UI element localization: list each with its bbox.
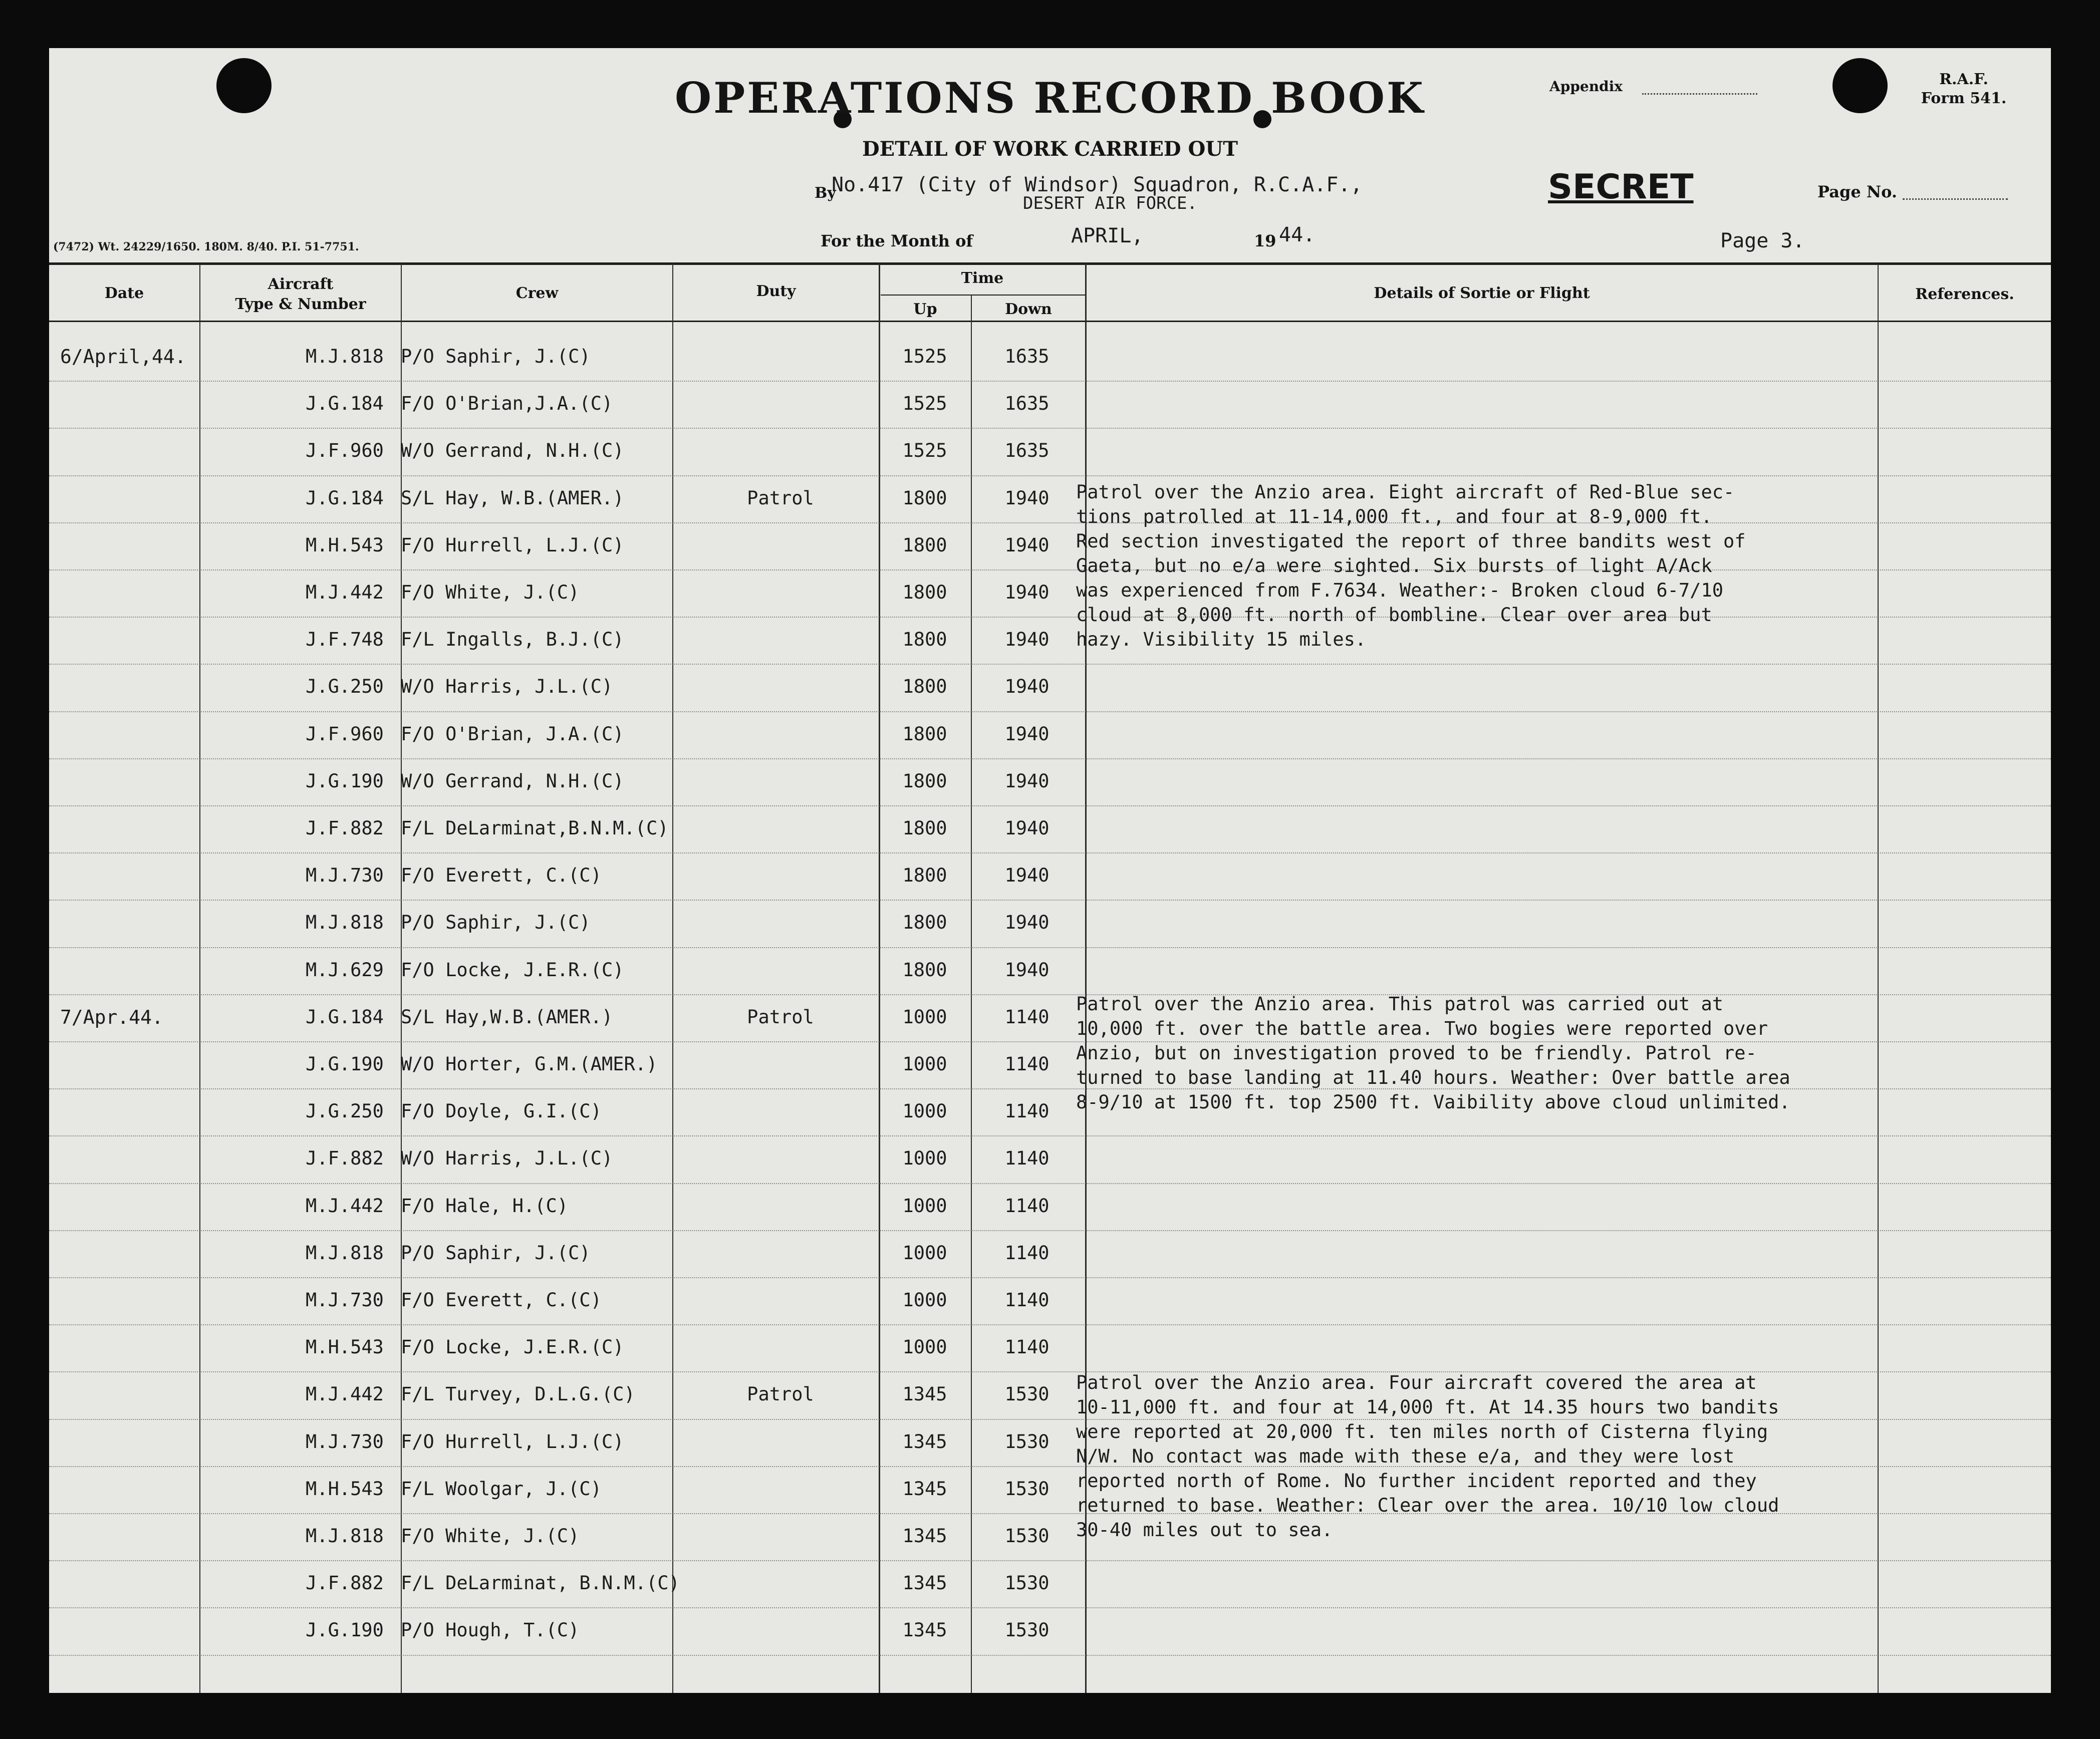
time-up-cell: 1345 [902,1525,947,1547]
col-header-aircraft-line2: Type & Number [235,296,366,313]
time-up-cell: 1345 [902,1619,947,1641]
time-down-cell: 1530 [1004,1478,1049,1500]
crew-cell: F/L Woolgar, J.(C) [401,1478,602,1500]
crew-cell: W/O Harris, J.L.(C) [401,676,613,698]
sortie-details-7-april-morning: Patrol over the Anzio area. This patrol was carried out at 10,000 ft. over the battle area. Two bogies were reported over Anzio, but on investigation proved to be friendly. Patrol re- turned to base landing at 11.40 hours. Weather: Over battle area 8-9/10 at 1500 ft. top 2500 ft. Vaibility above cloud unlimited. [1076,993,1790,1113]
time-up-cell: 1525 [902,393,947,415]
row-rule [49,664,2051,665]
time-up-cell: 1525 [902,440,947,462]
appendix-label: Appendix [1549,78,1623,95]
row-rule [49,1183,2051,1184]
crew-cell: W/O Gerrand, N.H.(C) [401,770,624,792]
page-number: Page 3. [1720,229,1805,252]
time-down-cell: 1140 [1004,1289,1049,1311]
time-down-cell: 1635 [1004,393,1049,415]
row-rule [49,475,2051,476]
time-up-cell: 1800 [902,676,947,698]
page-no-blank [1903,198,2008,200]
time-down-cell: 1940 [1004,582,1049,603]
crew-cell: F/O Hurrell, L.J.(C) [401,1430,624,1453]
crew-cell: F/O O'Brian,J.A.(C) [401,393,613,415]
time-down-cell: 1530 [1004,1383,1049,1405]
time-up-cell: 1000 [902,1053,947,1075]
time-up-cell: 1000 [902,1100,947,1122]
time-down-cell: 1940 [1004,487,1049,509]
table-top-rule [49,262,2051,265]
row-rule [49,1560,2051,1561]
row-rule [49,805,2051,806]
time-down-cell: 1940 [1004,959,1049,981]
by-label: By [815,184,836,202]
time-header-rule [881,295,1085,296]
time-down-cell: 1530 [1004,1619,1049,1641]
time-down-cell: 1635 [1004,346,1049,367]
aircraft-cell: M.H.543 [306,1336,384,1358]
time-up-cell: 1345 [902,1383,947,1405]
time-down-cell: 1940 [1004,723,1049,745]
crew-cell: F/L DeLarminat,B.N.M.(C) [401,817,669,839]
crew-cell: F/O Locke, J.E.R.(C) [401,959,624,981]
time-up-cell: 1000 [902,1289,947,1311]
crew-cell: F/O Everett, C.(C) [401,1289,602,1311]
aircraft-cell: M.J.730 [306,1430,384,1453]
time-down-cell: 1530 [1004,1430,1049,1453]
col-header-duty: Duty [756,282,796,300]
row-rule [49,1277,2051,1278]
page-subtitle: DETAIL OF WORK CARRIED OUT [862,137,1238,161]
duty-cell: Patrol [747,1006,814,1028]
year-value: 44. [1279,223,1316,246]
aircraft-cell: M.H.543 [306,534,384,556]
time-up-cell: 1800 [902,959,947,981]
time-down-cell: 1140 [1004,1195,1049,1217]
aircraft-cell: M.J.442 [306,1383,384,1405]
row-rule [49,1607,2051,1608]
time-down-cell: 1940 [1004,676,1049,698]
time-down-cell: 1940 [1004,770,1049,792]
aircraft-cell: M.J.442 [306,582,384,603]
aircraft-cell: M.J.442 [306,1195,384,1217]
crew-cell: F/L DeLarminat, B.N.M.(C) [401,1572,680,1594]
aircraft-cell: J.G.184 [306,487,384,509]
row-rule [49,1324,2051,1325]
month-label: For the Month of [821,231,973,250]
time-down-cell: 1940 [1004,817,1049,839]
row-rule [49,1135,2051,1136]
row-rule [49,617,2051,618]
time-up-cell: 1345 [902,1430,947,1453]
time-down-cell: 1140 [1004,1242,1049,1264]
crew-cell: P/O Saphir, J.(C) [401,1242,591,1264]
crew-cell: F/O White, J.(C) [401,582,580,603]
col-header-references: References. [1915,285,2014,303]
time-down-cell: 1140 [1004,1100,1049,1122]
classification-stamp: SECRET [1548,167,1694,207]
page-title: OPERATIONS RECORD BOOK [674,73,1426,123]
aircraft-cell: M.J.818 [306,1525,384,1547]
time-down-cell: 1140 [1004,1053,1049,1075]
aircraft-cell: M.J.629 [306,959,384,981]
print-reference: (7472) Wt. 24229/1650. 180M. 8/40. P.I. 51-7751. [53,240,359,253]
time-up-cell: 1800 [902,582,947,603]
aircraft-cell: J.F.882 [306,1147,384,1170]
crew-cell: P/O Hough, T.(C) [401,1619,580,1641]
aircraft-cell: J.F.882 [306,1572,384,1594]
time-up-cell: 1525 [902,346,947,367]
crew-cell: F/L Turvey, D.L.G.(C) [401,1383,635,1405]
month-value: APRIL, [1071,224,1144,247]
sortie-details-7-april-afternoon: Patrol over the Anzio area. Four aircraft covered the area at 10-11,000 ft. and four at 14,000 ft. At 14.35 hours two bandits were reported at 20,000 ft. ten miles north of Cisterna flying N/W. No contact was made with these e/a, and they were lost reported north of Rome. No further incident reported and they returned to base. Weather: Clear over the area. 10/10 low cloud 30-40 miles out to sea. [1076,1372,1779,1541]
aircraft-cell: J.F.882 [306,817,384,839]
aircraft-cell: J.G.184 [306,1006,384,1028]
crew-cell: S/L Hay, W.B.(AMER.) [401,487,624,509]
time-up-cell: 1800 [902,487,947,509]
date-cell: 7/Apr.44. [60,1006,163,1028]
aircraft-cell: M.J.730 [306,1289,384,1311]
time-down-cell: 1530 [1004,1572,1049,1594]
time-up-cell: 1800 [902,629,947,651]
time-up-cell: 1345 [902,1478,947,1500]
row-rule [49,947,2051,948]
unit-name: No.417 (City of Windsor) Squadron, R.C.A.F., [832,173,1363,196]
time-up-cell: 1000 [902,1147,947,1170]
row-rule [49,428,2051,429]
aircraft-cell: M.H.543 [306,1478,384,1500]
crew-cell: W/O Horter, G.M.(AMER.) [401,1053,658,1075]
time-down-cell: 1530 [1004,1525,1049,1547]
row-rule [49,758,2051,759]
aircraft-cell: J.G.250 [306,676,384,698]
time-up-cell: 1000 [902,1242,947,1264]
col-header-down: Down [1005,301,1052,318]
duty-cell: Patrol [747,1383,814,1405]
form-number [1909,70,2019,108]
col-divider [672,263,673,1693]
time-up-cell: 1000 [902,1006,947,1028]
time-up-cell: 1800 [902,912,947,934]
time-down-cell: 1140 [1004,1006,1049,1028]
crew-cell: S/L Hay,W.B.(AMER.) [401,1006,613,1028]
time-down-cell: 1940 [1004,534,1049,556]
aircraft-cell: J.G.184 [306,393,384,415]
aircraft-cell: M.J.730 [306,864,384,887]
col-header-aircraft-line1: Aircraft [268,275,334,293]
time-up-cell: 1800 [902,770,947,792]
aircraft-cell: M.J.818 [306,1242,384,1264]
time-down-cell: 1635 [1004,440,1049,462]
col-header-up: Up [913,301,937,318]
row-rule [49,569,2051,570]
col-header-time: Time [961,269,1004,287]
time-up-cell: 1800 [902,864,947,887]
col-header-details: Details of Sortie or Flight [1374,284,1590,302]
crew-cell: P/O Saphir, J.(C) [401,912,591,934]
aircraft-cell: J.G.250 [306,1100,384,1122]
time-up-cell: 1345 [902,1572,947,1594]
col-divider [199,263,200,1693]
aircraft-cell: J.F.960 [306,440,384,462]
col-header-crew: Crew [515,284,559,302]
crew-cell: F/O Hurrell, L.J.(C) [401,534,624,556]
col-header-date: Date [104,284,144,302]
year-label: 19 [1254,231,1276,250]
sortie-details-6-april: Patrol over the Anzio area. Eight aircraft of Red-Blue sec- tions patrolled at 11-14,000 ft., and four at 8-9,000 ft. Red section investigated the report of three bandits west of Gaeta, but no e/a were sighted. Six bursts of light A/Ack was experienced from F.7634. Weather:- Broken cloud 6-7/10 cloud at 8,000 ft. north of bombline. Clear over area but hazy. Visibility 15 miles. [1076,481,1746,650]
crew-cell: W/O Harris, J.L.(C) [401,1147,613,1170]
table-header-rule [49,321,2051,322]
time-down-cell: 1940 [1004,629,1049,651]
crew-cell: F/O O'Brian, J.A.(C) [401,723,624,745]
page-no-label: Page No. [1817,182,1897,201]
time-up-cell: 1800 [902,817,947,839]
unit-command: DESERT AIR FORCE. [1023,193,1197,213]
record-sheet [49,48,2051,1693]
row-rule [49,522,2051,523]
col-divider [879,263,880,1693]
crew-cell: W/O Gerrand, N.H.(C) [401,440,624,462]
form-541-label: Form 541. [1921,90,2007,107]
row-rule [49,900,2051,901]
aircraft-cell: J.F.748 [306,629,384,651]
crew-cell: F/O Doyle, G.I.(C) [401,1100,602,1122]
crew-cell: F/L Ingalls, B.J.(C) [401,629,624,651]
col-divider [1878,263,1879,1693]
time-down-cell: 1140 [1004,1147,1049,1170]
aircraft-cell: J.F.960 [306,723,384,745]
aircraft-cell: J.G.190 [306,1053,384,1075]
time-down-cell: 1140 [1004,1336,1049,1358]
aircraft-cell: J.G.190 [306,1619,384,1641]
appendix-blank [1642,93,1757,95]
row-rule [49,381,2051,382]
time-up-cell: 1000 [902,1336,947,1358]
crew-cell: F/O Everett, C.(C) [401,864,602,887]
row-rule [49,1655,2051,1656]
time-down-cell: 1940 [1004,864,1049,887]
crew-cell: F/O White, J.(C) [401,1525,580,1547]
raf-label: R.A.F. [1939,71,1988,88]
date-cell: 6/April,44. [60,346,186,368]
aircraft-cell: M.J.818 [306,912,384,934]
crew-cell: P/O Saphir, J.(C) [401,346,591,367]
time-up-cell: 1800 [902,534,947,556]
row-rule [49,1230,2051,1231]
duty-cell: Patrol [747,487,814,509]
crew-cell: F/O Hale, H.(C) [401,1195,569,1217]
col-header-aircraft [200,274,401,315]
row-rule [49,852,2051,853]
time-up-cell: 1000 [902,1195,947,1217]
row-rule [49,711,2051,712]
time-up-cell: 1800 [902,723,947,745]
aircraft-cell: J.G.190 [306,770,384,792]
time-down-cell: 1940 [1004,912,1049,934]
crew-cell: F/O Locke, J.E.R.(C) [401,1336,624,1358]
aircraft-cell: M.J.818 [306,346,384,367]
